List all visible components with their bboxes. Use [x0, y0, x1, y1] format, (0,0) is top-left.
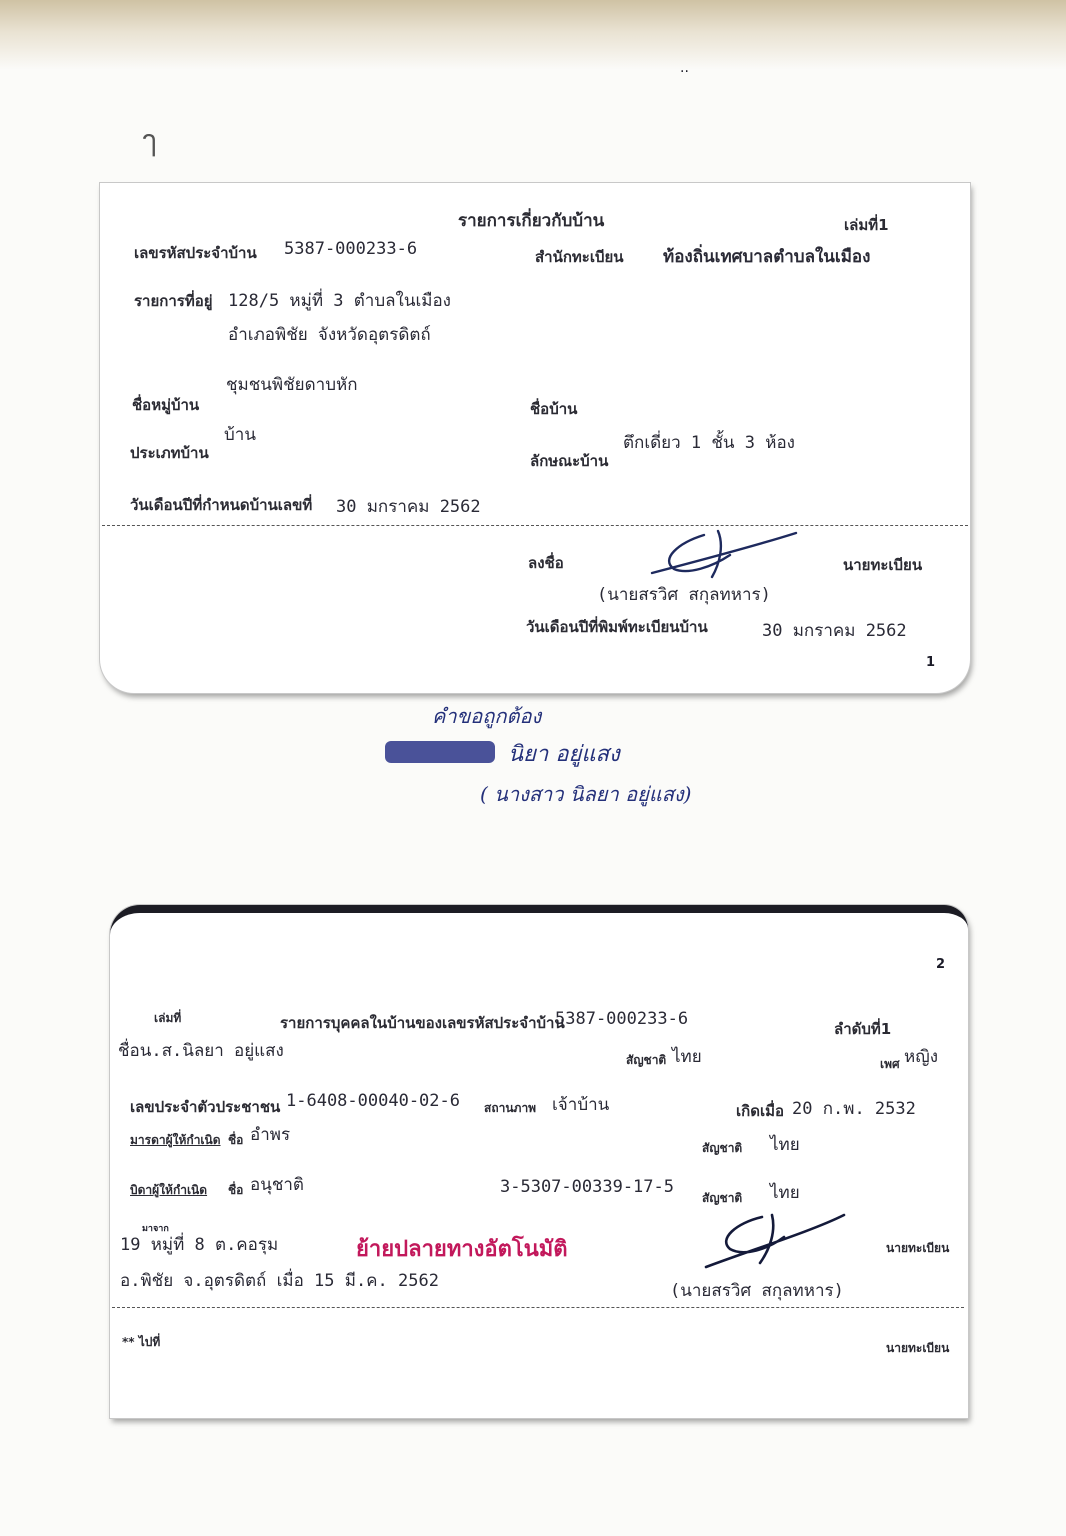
id-label: เลขประจำตัวประชาชน: [130, 1098, 281, 1116]
book-label: เล่มที่: [154, 1011, 182, 1025]
house-type: บ้าน: [224, 425, 256, 445]
certifier-signature: นิยา อยู่แสง: [508, 742, 620, 767]
registrar-title-2: นายทะเบียน: [886, 1341, 950, 1355]
address-line-2: อำเภอพิชัย จังหวัดอุตรดิตถ์: [228, 325, 431, 345]
status-label: สถานภาพ: [484, 1101, 537, 1115]
father-name-label: ชื่อ: [228, 1183, 244, 1197]
house-code: 5387-000233-6: [555, 1009, 689, 1029]
address-line-1: 128/5 หมู่ที่ 3 ตำบลในเมือง: [228, 291, 451, 311]
page-number: 2: [936, 957, 946, 972]
house-style: ตึกเดี่ยว 1 ชั้น 3 ห้อง: [623, 433, 795, 453]
date-assigned-label: วันเดือนปีที่กำหนดบ้านเลขที่: [130, 496, 313, 514]
sign-label: ลงชื่อ: [528, 554, 564, 572]
born-label: เกิดเมื่อ: [736, 1102, 784, 1120]
dust-mark: ··: [680, 64, 689, 80]
print-date-label: วันเดือนปีที่พิมพ์ทะเบียนบ้าน: [526, 618, 708, 636]
page-number: 1: [926, 655, 936, 670]
mother-nationality: ไทย: [770, 1135, 800, 1155]
father-label: บิดาผู้ให้กำเนิด: [130, 1183, 208, 1197]
mother-name-label: ชื่อ: [228, 1133, 244, 1147]
print-date: 30 มกราคม 2562: [762, 621, 907, 641]
mother-label: มารดาผู้ให้กำเนิด: [130, 1133, 221, 1147]
registrar-name: (นายสรวิศ สกุลทหาร): [597, 585, 771, 605]
house-name-label: ชื่อบ้าน: [530, 400, 578, 418]
scribbled-out-text: [385, 741, 495, 763]
moved-from-address: 19 หมู่ที่ 8 ต.คอรุม: [120, 1235, 279, 1255]
mother-nationality-label: สัญชาติ: [702, 1141, 743, 1155]
house-code: 5387-000233-6: [284, 239, 418, 259]
registrar-title: นายทะเบียน: [843, 556, 923, 574]
person-details-card: [110, 905, 968, 1418]
divider-line: [102, 525, 968, 526]
pen-mark: ๅ: [142, 124, 157, 159]
village-name: ชุมชนพิชัยดาบหัก: [226, 375, 358, 395]
house-details-card: [100, 183, 970, 693]
registrar-signature: [704, 1209, 854, 1271]
divider-line: [112, 1307, 964, 1308]
born-date: 20 ก.พ. 2532: [792, 1099, 916, 1119]
father-nationality: ไทย: [770, 1183, 800, 1203]
house-type-label: ประเภทบ้าน: [130, 444, 209, 462]
id-number: 1-6408-00040-02-6: [286, 1091, 460, 1111]
move-to-label: ** ไปที่: [122, 1335, 161, 1349]
sex-label: เพศ: [880, 1057, 900, 1071]
scan-top-shadow: [0, 0, 1066, 70]
father-nationality-label: สัญชาติ: [702, 1191, 743, 1205]
nationality: ไทย: [672, 1047, 702, 1067]
person-name: ชื่อน.ส.นิลยา อยู่แสง: [118, 1041, 284, 1061]
list-title: รายการบุคคลในบ้านของเลขรหัสประจำบ้าน: [280, 1014, 565, 1032]
moved-from-date: อ.พิชัย จ.อุตรดิตถ์ เมื่อ 15 มี.ค. 2562: [120, 1271, 439, 1291]
registrar-title: นายทะเบียน: [886, 1241, 950, 1255]
status: เจ้าบ้าน: [552, 1095, 610, 1115]
card-title: รายการเกี่ยวกับบ้าน: [458, 211, 605, 231]
village-label: ชื่อหมู่บ้าน: [132, 396, 200, 414]
registrar-signature: [648, 525, 808, 583]
nationality-label: สัญชาติ: [626, 1053, 667, 1067]
registrar-name: (นายสรวิศ สกุลทหาร): [670, 1281, 844, 1301]
registry-office: ท้องถิ่นเทศบาลตำบลในเมือง: [663, 247, 871, 267]
certifier-name: ( นางสาว นิลยา อยู่แสง): [480, 782, 692, 806]
auto-move-stamp: ย้ายปลายทางอัตโนมัติ: [356, 1236, 568, 1262]
order-number: ลำดับที่1: [834, 1020, 892, 1038]
sex: หญิง: [904, 1047, 938, 1067]
moved-from-label: มาจาก: [142, 1224, 169, 1234]
father-name: อนุชาติ: [250, 1175, 304, 1195]
registry-office-label: สำนักทะเบียน: [535, 248, 624, 266]
house-code-label: เลขรหัสประจำบ้าน: [134, 244, 257, 262]
date-assigned: 30 มกราคม 2562: [336, 497, 481, 517]
mother-name: อำพร: [250, 1125, 291, 1145]
address-label: รายการที่อยู่: [134, 292, 213, 310]
book-number: เล่มที่1: [844, 216, 889, 234]
father-id: 3-5307-00339-17-5: [500, 1177, 674, 1197]
certified-correct: คำขอถูกต้อง: [432, 704, 542, 728]
house-style-label: ลักษณะบ้าน: [530, 452, 609, 470]
